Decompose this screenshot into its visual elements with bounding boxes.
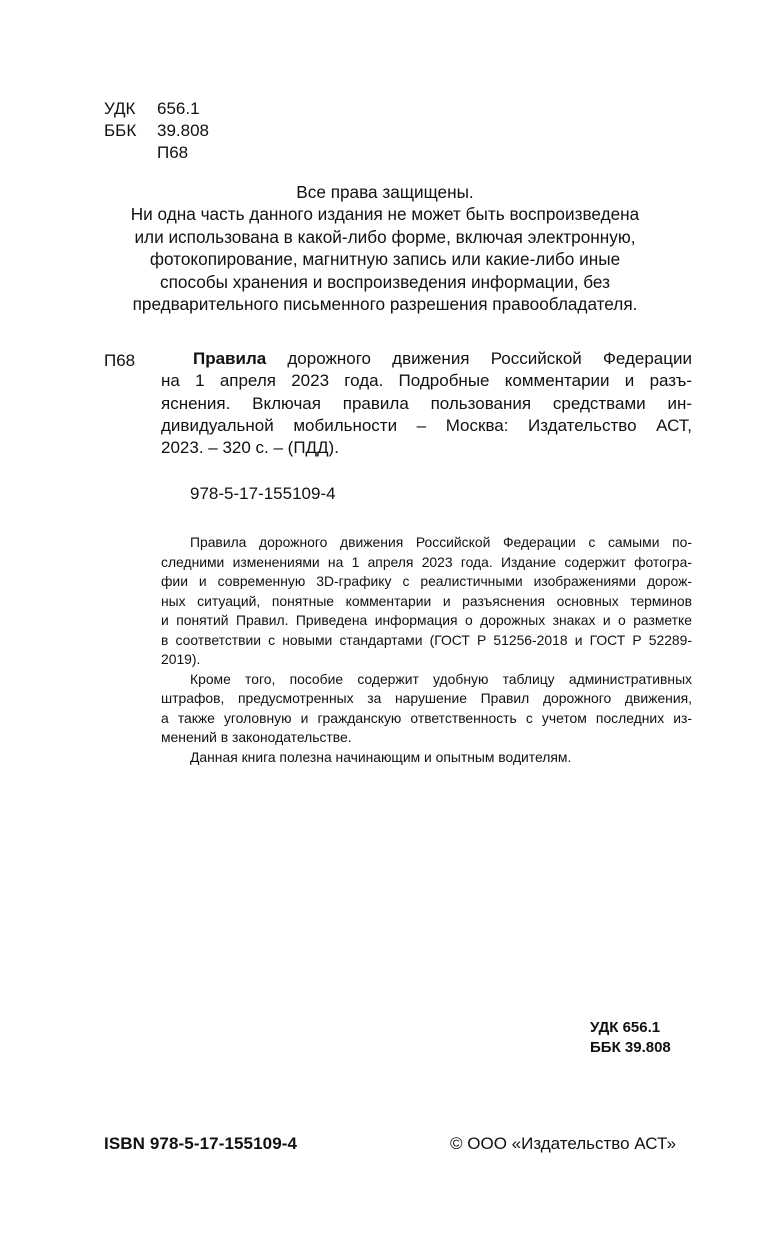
bib-line1-rest: дорожного движения Российской Федерации: [266, 349, 692, 368]
bibliographic-code: П68: [104, 351, 136, 370]
annotation-line: а также уголовную и гражданскую ответственность с учетом последних из-: [161, 709, 692, 726]
annotation-line: Данная книга полезна начинающим и опытным водителям.: [190, 748, 572, 765]
annotation-line: Кроме того, пособие содержит удобную таблицу административных: [190, 670, 692, 687]
bbk-bottom: ББК 39.808: [590, 1038, 671, 1056]
annotation-line: в соответствии с новыми стандартами (ГОСТ Р 51256-2018 и ГОСТ Р 52289-: [161, 631, 692, 648]
annotation-line: штрафов, предусмотренных за нарушение Правил дорожного движения,: [161, 690, 692, 706]
annotation-line: следними изменениями на 1 апреля 2023 года. Издание содержит фотогра-: [161, 553, 692, 570]
cutter-code: П68: [157, 143, 189, 162]
bbk-value: 39.808: [157, 121, 209, 140]
rights-line: предварительного письменного разрешения правообладателя.: [132, 294, 638, 315]
footer-isbn: ISBN 978-5-17-155109-4: [104, 1134, 298, 1153]
bbk-row: [104, 120, 209, 142]
udk-row: [104, 98, 209, 120]
udk-value: 656.1: [157, 99, 200, 118]
bib-line: на 1 апреля 2023 года. Подробные комментарии и разъ-: [161, 371, 692, 391]
annotation: [161, 533, 692, 767]
classification-top: [104, 98, 209, 164]
rights-line: фотокопирование, магнитную запись или какие-либо иные: [149, 249, 621, 270]
annotation-line: фии и современную 3D-графику с реалистичными изображениями дорож-: [161, 573, 692, 589]
annotation-line: 2019).: [161, 651, 201, 667]
footer-copyright: © ООО «Издательство АСТ»: [450, 1134, 677, 1153]
annotation-line: менений в законодательстве.: [161, 729, 352, 745]
annotation-line: Правила дорожного движения Российской Федерации с самыми по-: [190, 534, 692, 550]
rights-line: или использована в какой-либо форме, включая электронную,: [134, 226, 636, 247]
isbn-inline: 978-5-17-155109-4: [190, 484, 336, 503]
udk-bottom: УДК 656.1: [590, 1019, 661, 1036]
cutter-row: [104, 142, 209, 164]
bib-title-word: Правила: [193, 349, 267, 368]
annotation-line: ных ситуаций, понятные комментарии и разъяснения основных терминов: [161, 592, 692, 609]
rights-notice: [60, 181, 710, 315]
rights-line: Все права защищены.: [296, 182, 474, 202]
bib-line: 2023. – 320 с. – (ПДД).: [161, 438, 339, 458]
bib-line: дивидуальной мобильности – Москва: Издательство АСТ,: [161, 415, 692, 435]
udk-label: УДК: [104, 99, 136, 118]
bib-line: [161, 348, 692, 370]
bbk-label: ББК: [104, 121, 137, 140]
classification-bottom: [590, 1018, 671, 1057]
rights-line: Ни одна часть данного издания не может быть воспроизведена: [130, 204, 640, 225]
rights-line: способы хранения и воспроизведения информации, без: [159, 271, 610, 292]
bibliographic-entry: [161, 348, 692, 459]
annotation-line: и понятий Правил. Приведена информация о дорожных знаках и о разметке: [161, 612, 692, 628]
bib-line: яснения. Включая правила пользования средствами ин-: [161, 393, 692, 413]
